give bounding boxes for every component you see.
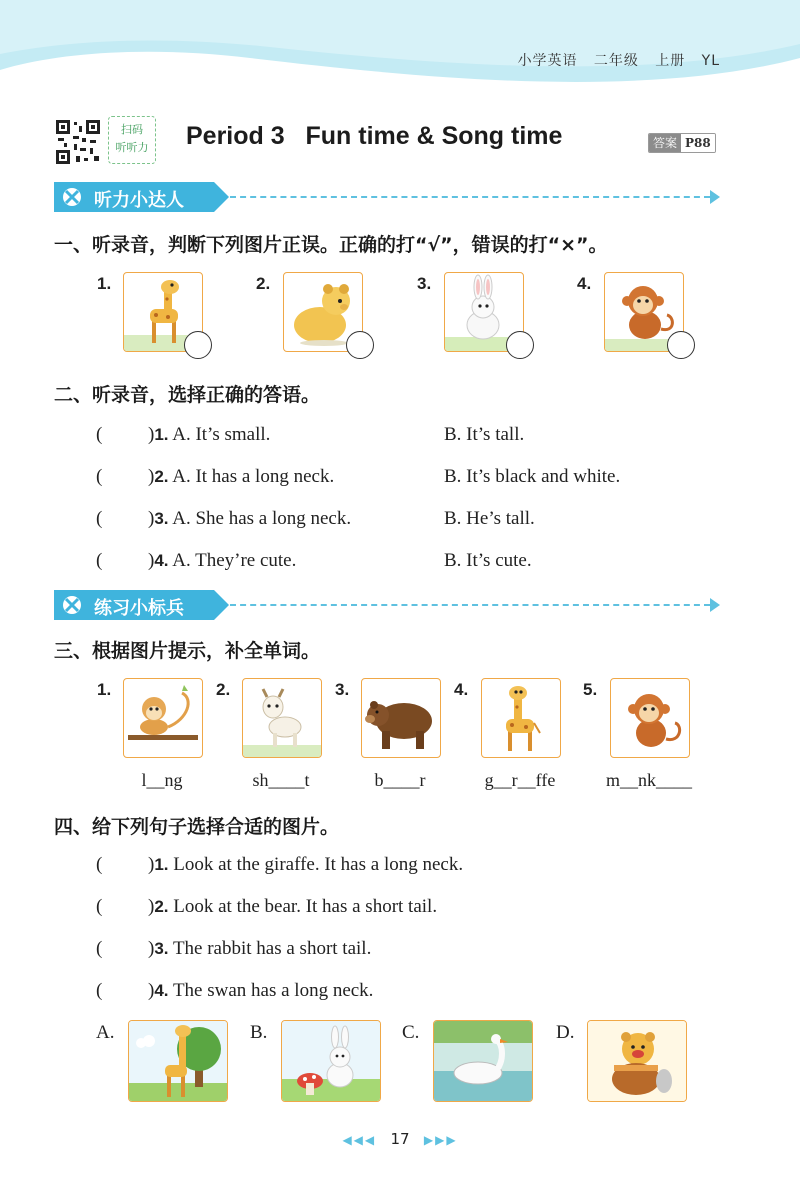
s2-question-3 bbox=[96, 508, 696, 530]
s3-word-2: sh____t bbox=[252, 770, 310, 790]
question-number: 3. bbox=[154, 939, 169, 958]
question-number: 1. bbox=[154, 425, 169, 444]
option-c-picture bbox=[433, 1020, 533, 1102]
question-text: The swan has a long neck. bbox=[172, 980, 374, 1001]
s1-item3-number: 3. bbox=[417, 274, 432, 293]
book-info bbox=[518, 50, 720, 70]
option-b: B. It’s cute. bbox=[444, 550, 532, 571]
s3-bear-picture bbox=[361, 678, 441, 758]
option-a: A. It’s small. bbox=[172, 424, 271, 445]
s4-question-3 bbox=[96, 938, 371, 960]
question-number: 4. bbox=[154, 981, 169, 1000]
banner-listening-label: 听力小达人 bbox=[94, 190, 184, 211]
banner-listening bbox=[54, 182, 724, 212]
s3-word-1: l__ng bbox=[141, 770, 183, 790]
option-b: B. He’s tall. bbox=[444, 508, 535, 529]
s1-item4-number: 4. bbox=[577, 274, 592, 293]
question-number: 1. bbox=[154, 855, 169, 874]
giraffe-icon bbox=[482, 679, 560, 757]
section4-heading: 四、给下列句子选择合适的图片。 bbox=[54, 816, 340, 838]
question-text: Look at the bear. It has a short tail. bbox=[173, 896, 438, 917]
answer-paren[interactable]: ( bbox=[96, 466, 103, 487]
s4-question-4 bbox=[96, 980, 373, 1002]
option-b-letter: B. bbox=[250, 1022, 268, 1043]
s3-word-5: m__nk____ bbox=[605, 770, 692, 790]
prev-arrows-icon: ◀◀◀ bbox=[342, 1133, 377, 1147]
s3-word-4: g__r__ffe bbox=[484, 770, 556, 790]
qr-code-icon[interactable] bbox=[54, 118, 102, 166]
subject-label: 小学英语 bbox=[517, 53, 578, 69]
question-number: 2. bbox=[154, 467, 169, 486]
s2-question-2 bbox=[96, 466, 696, 488]
option-a-letter: A. bbox=[96, 1022, 115, 1043]
s3-item2-number: 2. bbox=[216, 680, 231, 699]
s3-word-3: b____r bbox=[374, 770, 426, 790]
scan-label-line2: 听听力 bbox=[115, 141, 149, 154]
s2-question-1 bbox=[96, 424, 696, 446]
s2-question-4 bbox=[96, 550, 696, 572]
option-c-letter: C. bbox=[402, 1022, 420, 1043]
answer-paren[interactable]: ( bbox=[96, 938, 103, 959]
scan-label-line1: 扫码 bbox=[121, 123, 143, 136]
option-b: B. It’s black and white. bbox=[444, 466, 621, 487]
monkey-icon bbox=[611, 679, 689, 757]
s1-item3-answer-circle[interactable] bbox=[506, 331, 534, 359]
answer-page: P88 bbox=[681, 134, 715, 152]
option-d-letter: D. bbox=[556, 1022, 575, 1043]
page-title: Period 3 Fun time & Song time bbox=[186, 122, 563, 150]
paren-close: ) bbox=[148, 466, 155, 487]
s3-item3-number: 3. bbox=[335, 680, 350, 699]
grade-label: 二年级 bbox=[593, 53, 639, 69]
paren-close: ) bbox=[148, 980, 155, 1001]
answer-label: 答案 bbox=[649, 134, 681, 152]
bear-with-honey-pot-icon bbox=[588, 1021, 686, 1101]
option-b-picture bbox=[281, 1020, 381, 1102]
option-a: A. It has a long neck. bbox=[172, 466, 335, 487]
answer-paren[interactable]: ( bbox=[96, 896, 103, 917]
paren-close: ) bbox=[148, 424, 155, 445]
paren-close: ) bbox=[148, 896, 155, 917]
section2-heading: 二、听录音，选择正确的答语。 bbox=[54, 384, 321, 406]
section1-heading: 一、听录音，判断下列图片正误。正确的打“√”，错误的打“×”。 bbox=[54, 234, 608, 256]
s1-item2-answer-circle[interactable] bbox=[346, 331, 374, 359]
answer-paren[interactable]: ( bbox=[96, 854, 103, 875]
question-number: 2. bbox=[154, 897, 169, 916]
rabbit-with-mushroom-icon bbox=[282, 1021, 380, 1101]
paren-close: ) bbox=[148, 854, 155, 875]
banner-practice bbox=[54, 590, 724, 620]
paren-close: ) bbox=[148, 508, 155, 529]
scan-to-listen-label bbox=[108, 116, 156, 164]
page-number bbox=[0, 1130, 800, 1148]
s4-question-1 bbox=[96, 854, 463, 876]
question-number: 3. bbox=[154, 509, 169, 528]
s3-item4-number: 4. bbox=[454, 680, 469, 699]
page-number-value: 17 bbox=[390, 1130, 410, 1148]
s3-monkey-branch-picture bbox=[123, 678, 203, 758]
paren-close: ) bbox=[148, 938, 155, 959]
section3-heading: 三、根据图片提示，补全单词。 bbox=[54, 640, 321, 662]
s1-item1-number: 1. bbox=[97, 274, 112, 293]
next-arrows-icon: ▶▶▶ bbox=[423, 1133, 458, 1147]
banner-arrow-icon bbox=[710, 598, 720, 612]
banner-practice-label: 练习小标兵 bbox=[94, 598, 184, 619]
volume-label: 上册 bbox=[655, 53, 686, 69]
answer-paren[interactable]: ( bbox=[96, 508, 103, 529]
brown-bear-icon bbox=[362, 679, 440, 757]
option-a: A. She has a long neck. bbox=[172, 508, 352, 529]
answer-paren[interactable]: ( bbox=[96, 550, 103, 571]
paren-close: ) bbox=[148, 550, 155, 571]
s1-item1-answer-circle[interactable] bbox=[184, 331, 212, 359]
edition-label: YL bbox=[701, 53, 720, 69]
answer-paren[interactable]: ( bbox=[96, 980, 103, 1001]
question-number: 4. bbox=[154, 551, 169, 570]
goat-icon bbox=[243, 679, 321, 757]
banner-arrow-icon bbox=[710, 190, 720, 204]
s3-item5-number: 5. bbox=[583, 680, 598, 699]
s3-goat-picture bbox=[242, 678, 322, 758]
banner-dash-line bbox=[230, 196, 710, 198]
giraffe-by-tree-icon bbox=[129, 1021, 227, 1101]
option-b: B. It’s tall. bbox=[444, 424, 525, 445]
s4-question-2 bbox=[96, 896, 437, 918]
swan-icon bbox=[434, 1021, 532, 1101]
answer-paren[interactable]: ( bbox=[96, 424, 103, 445]
question-text: Look at the giraffe. It has a long neck. bbox=[173, 854, 464, 875]
s1-item4-answer-circle[interactable] bbox=[667, 331, 695, 359]
option-a-picture bbox=[128, 1020, 228, 1102]
s1-item2-number: 2. bbox=[256, 274, 271, 293]
option-d-picture bbox=[587, 1020, 687, 1102]
option-a: A. They’re cute. bbox=[172, 550, 297, 571]
s3-monkey-picture bbox=[610, 678, 690, 758]
banner-dash-line bbox=[230, 604, 710, 606]
monkey-on-branch-icon bbox=[124, 679, 202, 757]
answer-reference-tag[interactable] bbox=[648, 133, 716, 153]
s3-item1-number: 1. bbox=[97, 680, 112, 699]
question-text: The rabbit has a short tail. bbox=[172, 938, 372, 959]
s3-giraffe-picture bbox=[481, 678, 561, 758]
